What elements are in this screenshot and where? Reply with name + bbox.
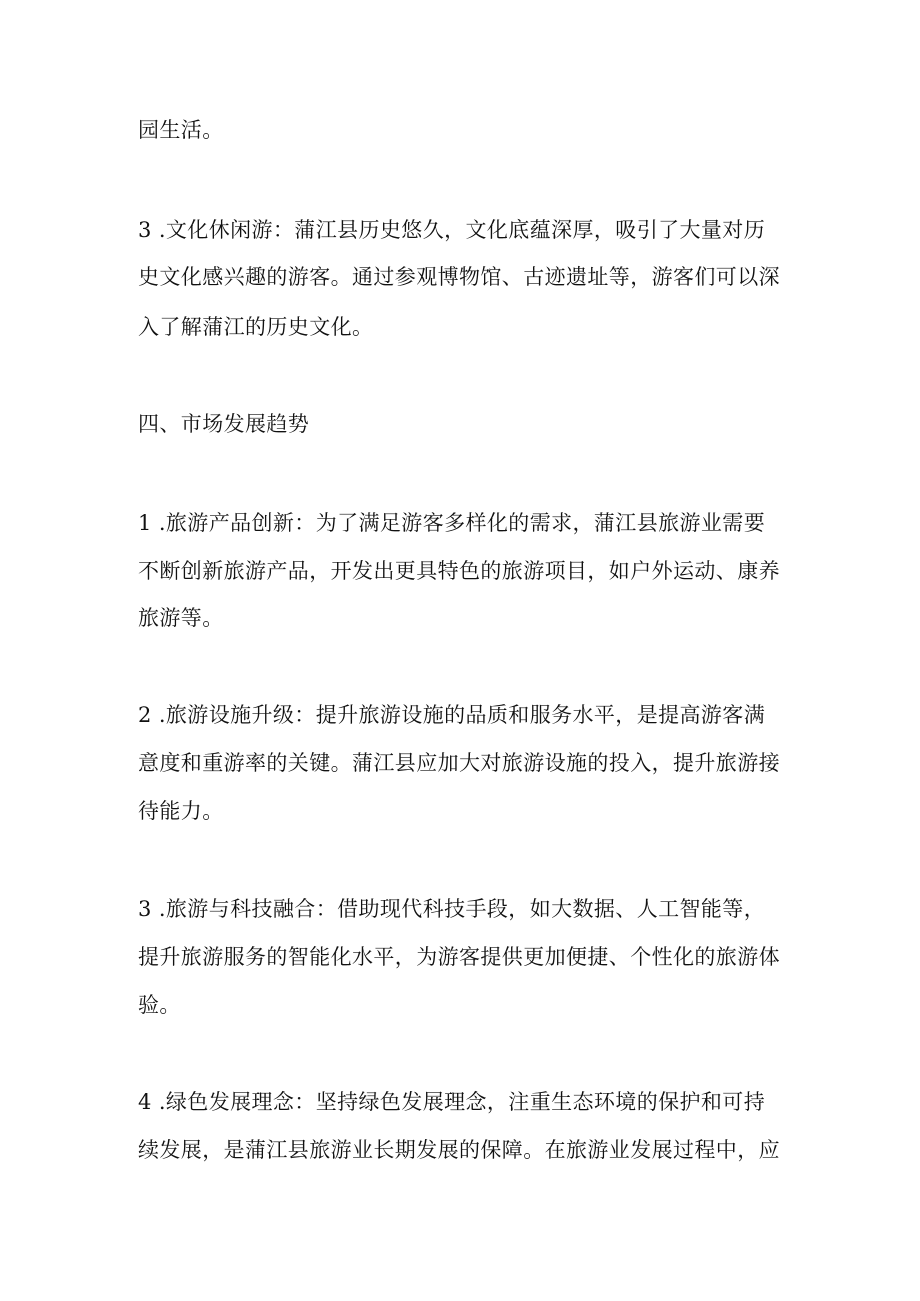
paragraph-line: 不断创新旅游产品，开发出更具特色的旅游项目，如户外运动、康养 <box>138 559 780 583</box>
paragraph-line: 验。 <box>138 993 181 1017</box>
paragraph-line: 待能力。 <box>138 799 224 823</box>
section-heading: 四、市场发展趋势 <box>138 412 310 436</box>
paragraph-line: 旅游等。 <box>138 606 224 630</box>
paragraph-line: 3 .旅游与科技融合：借助现代科技手段，如大数据、人工智能等， <box>138 897 766 921</box>
paragraph-line: 续发展，是蒲江县旅游业长期发展的保障。在旅游业发展过程中，应 <box>138 1138 780 1162</box>
paragraph-line: 2 .旅游设施升级：提升旅游设施的品质和服务水平，是提高游客满 <box>138 703 766 727</box>
paragraph-line: 4 .绿色发展理念：坚持绿色发展理念，注重生态环境的保护和可持 <box>138 1090 766 1114</box>
paragraph-line: 提升旅游服务的智能化水平，为游客提供更加便捷、个性化的旅游体 <box>138 945 780 969</box>
paragraph-line: 意度和重游率的关键。蒲江县应加大对旅游设施的投入，提升旅游接 <box>138 751 780 775</box>
paragraph-line: 3 .文化休闲游：蒲江县历史悠久，文化底蕴深厚，吸引了大量对历 <box>138 218 766 242</box>
paragraph-line: 园生活。 <box>138 118 224 142</box>
paragraph-line: 1 .旅游产品创新：为了满足游客多样化的需求，蒲江县旅游业需要 <box>138 511 766 535</box>
paragraph-line: 史文化感兴趣的游客。通过参观博物馆、古迹遗址等，游客们可以深 <box>138 265 780 289</box>
paragraph-line: 入了解蒲江的历史文化。 <box>138 315 374 339</box>
